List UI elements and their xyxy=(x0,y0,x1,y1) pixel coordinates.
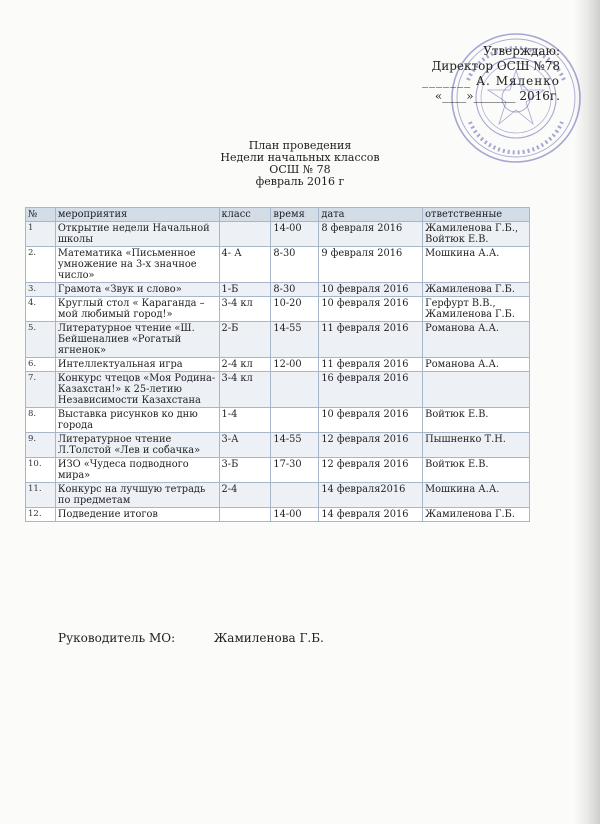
cell-event-name: Интеллектуальная игра xyxy=(55,358,219,372)
cell-date: 12 февраля 2016 xyxy=(319,433,423,458)
cell-time: 14-55 xyxy=(271,433,319,458)
cell-responsible: Войтюк Е.В. xyxy=(423,458,530,483)
cell-responsible: Войтюк Е.В. xyxy=(423,408,530,433)
cell-time: 8-30 xyxy=(271,283,319,297)
title-line-4: февраль 2016 г xyxy=(255,175,345,188)
cell-event-name: ИЗО «Чудеса подводного мира» xyxy=(55,458,219,483)
cell-row-number: 7. xyxy=(26,372,56,408)
table-row xyxy=(26,358,530,372)
cell-time xyxy=(271,483,319,508)
table-row xyxy=(26,372,530,408)
table-row xyxy=(26,483,530,508)
cell-responsible: Жамиленова Г.Б. xyxy=(423,508,530,522)
cell-time: 8-30 xyxy=(271,247,319,283)
cell-row-number: 6. xyxy=(26,358,56,372)
cell-responsible: Жамиленова Г.Б. xyxy=(423,283,530,297)
footer-role: Руководитель МО: xyxy=(58,631,176,645)
title-line-3: ОСШ № 78 xyxy=(269,163,331,176)
cell-class: 1-Б xyxy=(219,283,271,297)
cell-time xyxy=(271,408,319,433)
cell-row-number: 8. xyxy=(26,408,56,433)
cell-responsible: Романова А.А. xyxy=(423,322,530,358)
cell-responsible: Пышненко Т.Н. xyxy=(423,433,530,458)
cell-row-number: 3. xyxy=(26,283,56,297)
table-row xyxy=(26,247,530,283)
cell-row-number: 1 xyxy=(26,222,56,247)
cell-date: 10 февраля 2016 xyxy=(319,297,423,322)
cell-event-name: Выставка рисунков ко дню города xyxy=(55,408,219,433)
signature-footer xyxy=(58,631,324,645)
cell-date: 10 февраля 2016 xyxy=(319,283,423,297)
title-line-2: Недели начальных классов xyxy=(220,151,380,164)
cell-class: 3-Б xyxy=(219,458,271,483)
table-row xyxy=(26,222,530,247)
table-row xyxy=(26,283,530,297)
cell-event-name: Подведение итогов xyxy=(55,508,219,522)
cell-class: 3-А xyxy=(219,433,271,458)
cell-event-name: Литературное чтение Л.Толстой «Лев и собачка» xyxy=(55,433,219,458)
cell-event-name: Конкурс на лучшую тетрадь по предметам xyxy=(55,483,219,508)
approval-date: «____»_______ 2016г. xyxy=(434,89,560,103)
cell-date: 11 февраля 2016 xyxy=(319,358,423,372)
schedule-table xyxy=(25,207,530,522)
cell-event-name: Конкурс чтецов «Моя Родина-Казахстан!» к 25-летию Независимости Казахстана xyxy=(55,372,219,408)
cell-row-number: 9. xyxy=(26,433,56,458)
cell-responsible: Герфурт В.В., Жамиленова Г.Б. xyxy=(423,297,530,322)
cell-row-number: 11. xyxy=(26,483,56,508)
cell-event-name: Грамота «Звук и слово» xyxy=(55,283,219,297)
table-row xyxy=(26,322,530,358)
approval-director: Директор ОСШ №78 xyxy=(431,59,560,73)
cell-date: 12 февраля 2016 xyxy=(319,458,423,483)
cell-class: 1-4 xyxy=(219,408,271,433)
cell-responsible: Романова А.А. xyxy=(423,358,530,372)
cell-class: 4- А xyxy=(219,247,271,283)
cell-class: 3-4 кл xyxy=(219,372,271,408)
cell-row-number: 4. xyxy=(26,297,56,322)
table-row xyxy=(26,508,530,522)
cell-row-number: 5. xyxy=(26,322,56,358)
column-header: класс xyxy=(219,208,271,222)
approval-block xyxy=(380,44,560,104)
cell-responsible: Мошкина А.А. xyxy=(423,247,530,283)
cell-responsible: Жамиленова Г.Б., Войтюк Е.В. xyxy=(423,222,530,247)
cell-time: 17-30 xyxy=(271,458,319,483)
cell-time: 14-00 xyxy=(271,508,319,522)
column-header: № xyxy=(26,208,56,222)
cell-class: 3-4 кл xyxy=(219,297,271,322)
cell-date: 10 февраля 2016 xyxy=(319,408,423,433)
table-row xyxy=(26,408,530,433)
cell-class: 2-4 кл xyxy=(219,358,271,372)
approval-signature: _______ А. Мяленко xyxy=(422,74,560,88)
cell-event-name: Круглый стол « Караганда – мой любимый город!» xyxy=(55,297,219,322)
approval-heading: Утверждаю: xyxy=(483,44,560,58)
cell-event-name: Открытие недели Начальной школы xyxy=(55,222,219,247)
cell-row-number: 12. xyxy=(26,508,56,522)
cell-event-name: Литературное чтение «Ш. Бейшеналиев «Рогатый ягненок» xyxy=(55,322,219,358)
scan-edge-shadow xyxy=(574,0,600,824)
cell-class: 2-Б xyxy=(219,322,271,358)
cell-date: 14 февраля 2016 xyxy=(319,508,423,522)
cell-class: 2-4 xyxy=(219,483,271,508)
cell-date: 8 февраля 2016 xyxy=(319,222,423,247)
cell-class xyxy=(219,508,271,522)
cell-time: 10-20 xyxy=(271,297,319,322)
cell-date: 14 февраля2016 xyxy=(319,483,423,508)
table-row xyxy=(26,458,530,483)
cell-row-number: 10. xyxy=(26,458,56,483)
cell-time: 14-00 xyxy=(271,222,319,247)
cell-row-number: 2. xyxy=(26,247,56,283)
cell-time xyxy=(271,372,319,408)
cell-class xyxy=(219,222,271,247)
cell-time: 12-00 xyxy=(271,358,319,372)
document-title xyxy=(0,140,600,188)
cell-responsible: Мошкина А.А. xyxy=(423,483,530,508)
table-header-row xyxy=(26,208,530,222)
table-row xyxy=(26,297,530,322)
cell-responsible xyxy=(423,372,530,408)
footer-name: Жамиленова Г.Б. xyxy=(213,631,324,645)
cell-time: 14-55 xyxy=(271,322,319,358)
cell-date: 11 февраля 2016 xyxy=(319,322,423,358)
cell-date: 16 февраля 2016 xyxy=(319,372,423,408)
cell-event-name: Математика «Письменное умножение на 3-х значное число» xyxy=(55,247,219,283)
table-row xyxy=(26,433,530,458)
column-header: время xyxy=(271,208,319,222)
column-header: дата xyxy=(319,208,423,222)
column-header: мероприятия xyxy=(55,208,219,222)
cell-date: 9 февраля 2016 xyxy=(319,247,423,283)
column-header: ответственные xyxy=(423,208,530,222)
title-line-1: План проведения xyxy=(248,139,352,152)
